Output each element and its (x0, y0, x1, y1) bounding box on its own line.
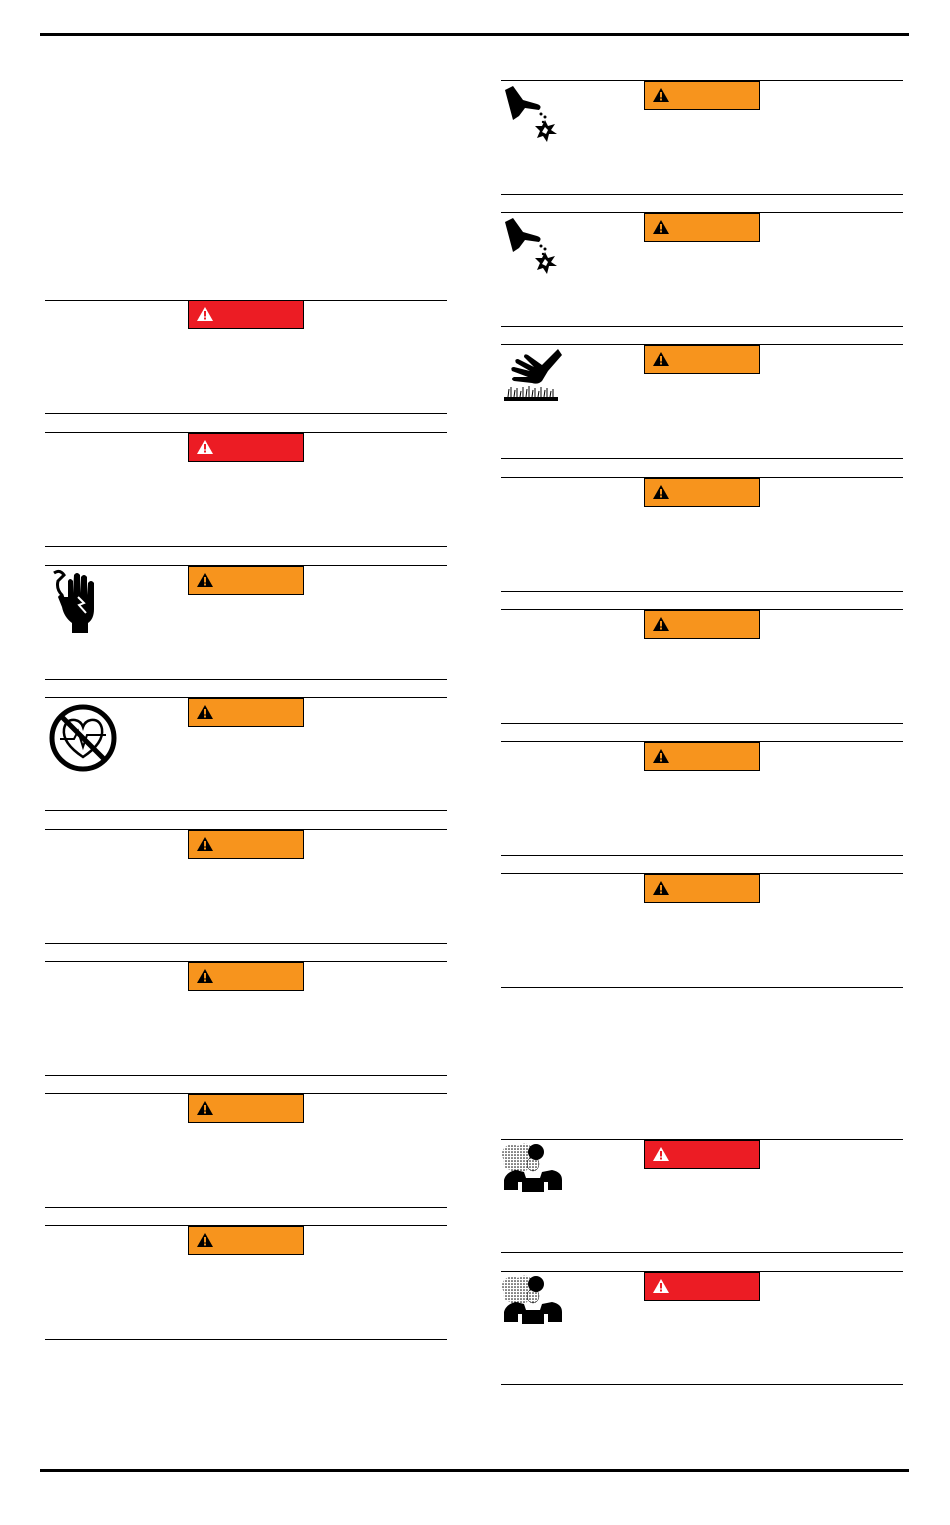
page-top-rule (40, 33, 909, 36)
section-rule (501, 591, 903, 592)
warning-triangle-icon (653, 220, 669, 234)
danger-badge (644, 1140, 760, 1169)
warning-triangle-icon (197, 837, 213, 851)
section-rule (501, 326, 903, 327)
warning-triangle-icon (653, 485, 669, 499)
warning-triangle-icon (653, 617, 669, 631)
warning-badge (644, 610, 760, 639)
warning-badge (188, 566, 304, 595)
section-rule (501, 1252, 903, 1253)
warning-triangle-icon (653, 881, 669, 895)
no-pacemaker-icon (48, 703, 118, 773)
warning-badge (188, 962, 304, 991)
warning-badge (188, 830, 304, 859)
warning-badge (644, 213, 760, 242)
section-rule (501, 1384, 903, 1385)
toxic-fumes-person-icon (502, 1274, 564, 1326)
flying-debris-hand-icon (503, 86, 561, 148)
warning-triangle-icon (653, 1279, 669, 1293)
danger-badge (188, 300, 304, 329)
danger-badge (188, 433, 304, 462)
electric-shock-hand-icon (50, 567, 110, 637)
warning-triangle-icon (653, 1147, 669, 1161)
warning-badge (644, 874, 760, 903)
flying-debris-hand-icon (503, 218, 561, 280)
section-rule (501, 458, 903, 459)
warning-triangle-icon (197, 440, 213, 454)
section-rule (45, 810, 447, 811)
section-rule (45, 413, 447, 414)
warning-badge (188, 1226, 304, 1255)
section-rule (501, 723, 903, 724)
danger-badge (644, 1272, 760, 1301)
toxic-fumes-person-icon (502, 1142, 564, 1194)
page-bottom-rule (40, 1469, 909, 1472)
warning-triangle-icon (653, 749, 669, 763)
section-rule (45, 1075, 447, 1076)
warning-badge (644, 345, 760, 374)
section-rule (501, 987, 903, 988)
section-rule (501, 855, 903, 856)
warning-triangle-icon (653, 352, 669, 366)
warning-badge (188, 1094, 304, 1123)
hot-surface-hand-icon (502, 347, 562, 405)
warning-triangle-icon (197, 1233, 213, 1247)
warning-badge (188, 698, 304, 727)
warning-badge (644, 478, 760, 507)
section-rule (501, 194, 903, 195)
warning-triangle-icon (197, 573, 213, 587)
warning-triangle-icon (653, 88, 669, 102)
warning-triangle-icon (197, 307, 213, 321)
warning-badge (644, 81, 760, 110)
warning-triangle-icon (197, 705, 213, 719)
warning-badge (644, 742, 760, 771)
section-rule (45, 1207, 447, 1208)
section-rule (45, 1339, 447, 1340)
section-rule (45, 943, 447, 944)
section-rule (45, 546, 447, 547)
warning-triangle-icon (197, 969, 213, 983)
section-rule (45, 679, 447, 680)
warning-triangle-icon (197, 1101, 213, 1115)
